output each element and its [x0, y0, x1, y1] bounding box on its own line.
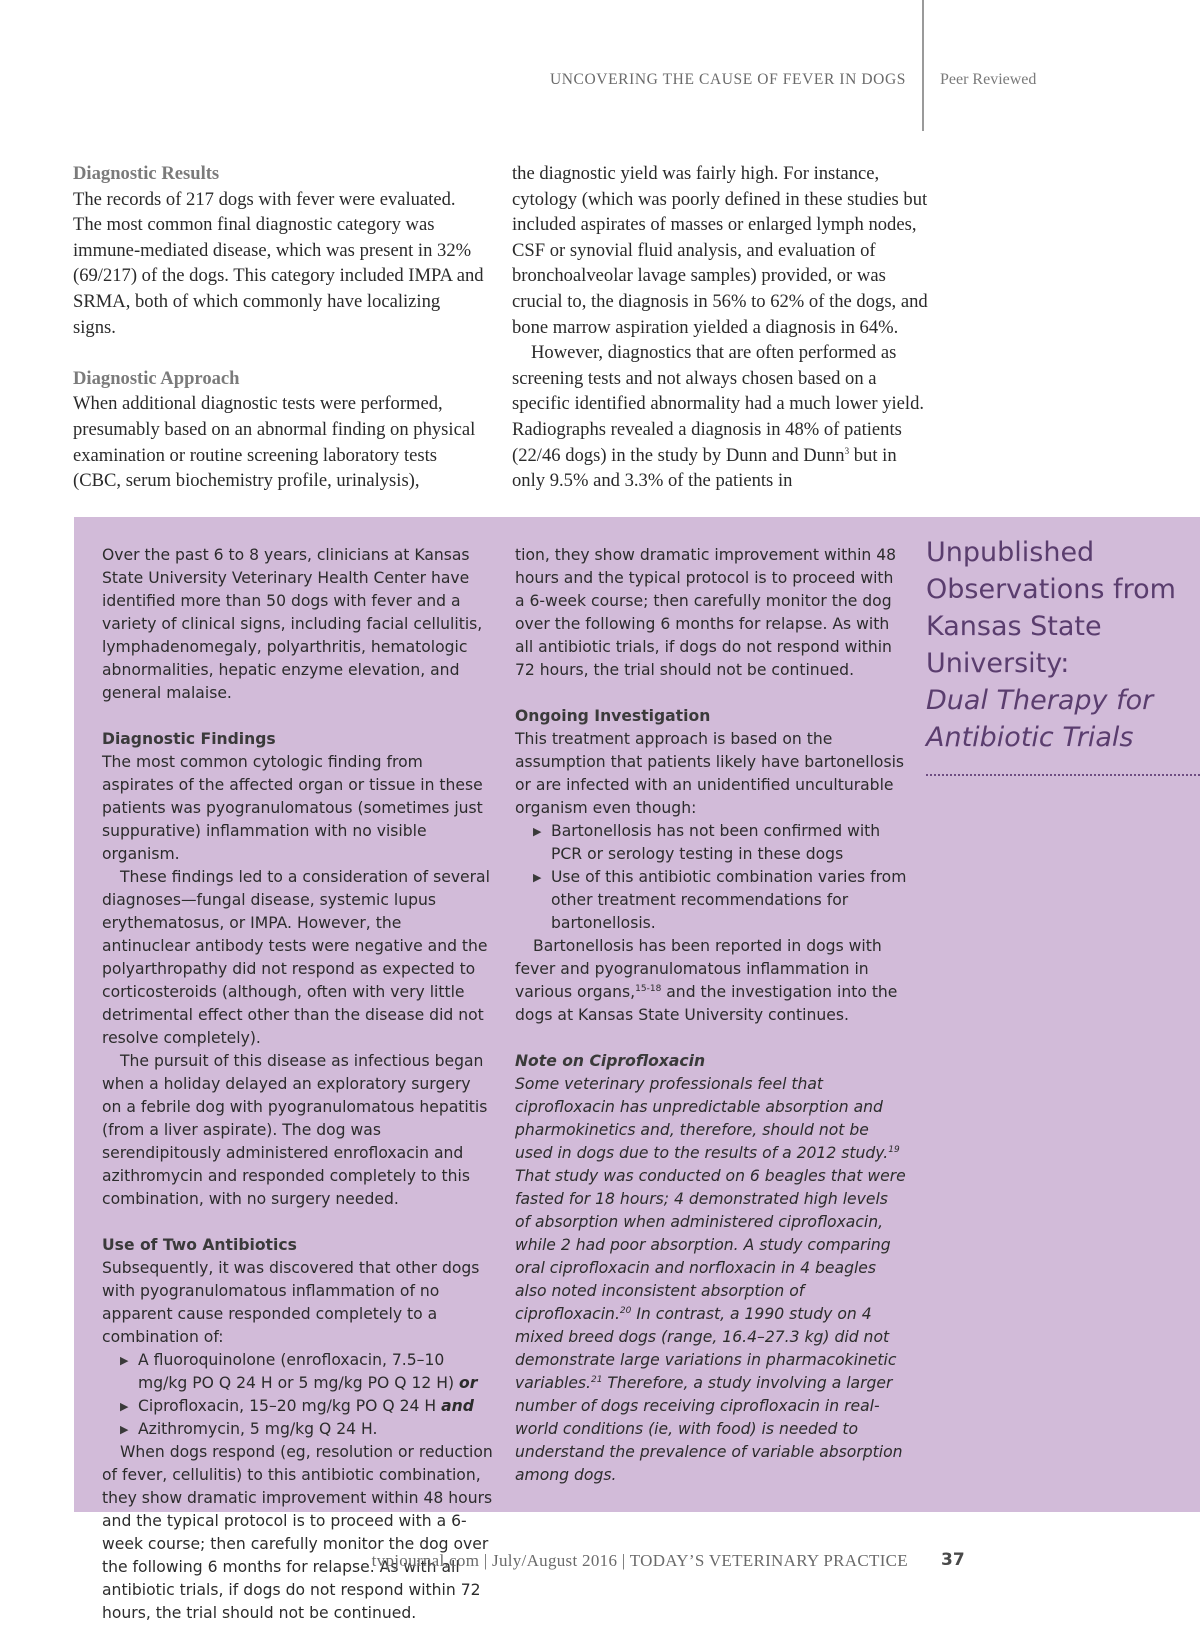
- heading-use-of-two-antibiotics: Use of Two Antibiotics: [102, 1236, 297, 1254]
- triangle-bullet-icon: ▶: [120, 1354, 129, 1367]
- list-item: ▶ Azithromycin, 5 mg/kg Q 24 H.: [120, 1418, 494, 1441]
- findings-paragraph: These findings led to a consideration of several diagnoses—fungal disease, systemic lupus erythematosus, or IMPA. However, the antinuclear antibody tests were negative and the polyarthropathy did not respond as expected to corticosteroids (although, often with very little detrimental effect other than the disease did not resolve completely).: [102, 868, 490, 1047]
- paragraph-diagnostic-approach: When additional diagnostic tests were performed, presumably based on an abnormal finding on physical examination or routine screening laboratory tests (CBC, serum biochemistry profile, urinalysis),: [73, 393, 476, 492]
- two-antibiotics-continued: tion, they show dramatic improvement within 48 hours and the typical protocol is to proceed with a 6-week course; then carefully monitor the dog over the following 6 months for relapse. As with all antibiotic trials, if dogs do not respond within 72 hours, the trial should not be continued.: [515, 546, 897, 679]
- article-column-right: [512, 161, 932, 494]
- citation-ref: 15-18: [635, 983, 662, 994]
- sidebar-intro: Over the past 6 to 8 years, clinicians at Kansas State University Veterinary Health Center have identified more than 50 dogs with fever and a variety of clinical signs, including facial cellulitis, lymphadenomegaly, polyarthritis, hematologic abnormalities, hepatic enzyme elevation, and general malaise.: [102, 546, 483, 702]
- ciprofloxacin-note: Some veterinary professionals feel that ciprofloxacin has unpredictable absorption and pharmokinetics and, therefore, should not be used in dogs due to the results of a 2012 study.$^{19}$ That study was conducted on 6 beagles that were fasted for 18 hours; 4 demonstrated high levels of absorption when administered ciprofloxacin, while 2 had poor absorption. A study comparing oral ciprofloxacin and norfloxacin in 4 beagles also noted inconsistent absorption of ciprofloxacin.$^{20}$ In contrast, a 1990 study on 4 mixed breed dogs (range, 16.4–27.3 kg) did not demonstrate large variations in pharmacokinetic variables.$^{21}$ Therefore, a study involving a larger number of dogs receiving ciprofloxacin in real-world conditions (ie, with food) is needed to understand the prevalence of variable absorption among dogs.: [515, 1075, 906, 1484]
- findings-paragraph: The pursuit of this disease as infectious began when a holiday delayed an exploratory surgery on a febrile dog with pyogranulomatous hepatitis (from a liver aspirate). The dog was serendipitously administered enrofloxacin and azithromycin and responded completely to this combination, with no surgery needed.: [102, 1052, 488, 1208]
- ongoing-list: [515, 820, 907, 935]
- footer-publication-info: tvpjournal.com | July/August 2016 | TODAY’S VETERINARY PRACTICE: [371, 1551, 908, 1570]
- list-item: ▶ Use of this antibiotic combination varies from other treatment recommendations for bartonellosis.: [533, 868, 907, 932]
- triangle-bullet-icon: ▶: [533, 825, 542, 838]
- antibiotic-list: [102, 1349, 494, 1441]
- article-column-left: [73, 161, 485, 494]
- ongoing-paragraph: This treatment approach is based on the assumption that patients likely have bartonellosis or are infected with an unidentified unculturable organism even though:: [515, 730, 905, 817]
- findings-paragraph: The most common cytologic finding from aspirates of the affected organ or tissue in these patients was pyogranulomatous (sometimes just suppurative) inflammation with no visible organism.: [102, 753, 483, 863]
- list-item: ▶ Ciprofloxacin, 15–20 mg/kg PO Q 24 H and: [120, 1395, 494, 1418]
- heading-diagnostic-findings: Diagnostic Findings: [102, 730, 276, 748]
- paragraph-screening-tests: However, diagnostics that are often performed as screening tests and not always chosen based on a specific identified abnormality had a much lower yield. Radiographs revealed a diagnosis in 48% of patients (22/46 dogs) in the study by Dunn and Dunn$^3$ but in only 9.5% and 3.3% of the patients in: [512, 342, 925, 492]
- sidebar-column-right: [515, 544, 907, 1487]
- ongoing-paragraph: Bartonellosis has been reported in dogs with fever and pyogranulomatous inflammation in various organs,$^{15-18}$ and the investigation into the dogs at Kansas State University continues.: [515, 937, 898, 1024]
- heading-diagnostic-results: Diagnostic Results: [73, 163, 220, 184]
- sidebar-title: [926, 534, 1196, 756]
- heading-ongoing-investigation: Ongoing Investigation: [515, 707, 711, 725]
- two-antibiotics-paragraph: Subsequently, it was discovered that other dogs with pyogranulomatous inflammation of no apparent cause responded completely to a combination of:: [102, 1259, 480, 1346]
- sidebar-column-left: [102, 544, 494, 1622]
- peer-reviewed-tag: Peer Reviewed: [940, 71, 1037, 88]
- sidebar-title-main: Unpublished Observations from Kansas State University:: [926, 537, 1176, 679]
- triangle-bullet-icon: ▶: [533, 871, 542, 884]
- sidebar-title-subtitle: Dual Therapy for Antibiotic Trials: [926, 685, 1154, 753]
- triangle-bullet-icon: ▶: [120, 1423, 129, 1436]
- heading-diagnostic-approach: Diagnostic Approach: [73, 367, 240, 389]
- heading-note-on-ciprofloxacin: Note on Ciprofloxacin: [515, 1052, 706, 1070]
- running-header-title: UNCOVERING THE CAUSE OF FEVER IN DOGS: [549, 71, 906, 88]
- paragraph-diagnostic-results: The records of 217 dogs with fever were evaluated. The most common final diagnostic category was immune-mediated disease, which was present in 32% (69/217) of the dogs. This category included IMPA and SRMA, both of which commonly have localizing signs.: [73, 188, 484, 338]
- triangle-bullet-icon: ▶: [120, 1400, 129, 1413]
- two-antibiotics-paragraph: When dogs respond (eg, resolution or reduction of fever, cellulitis) to this antibiotic combination, they show dramatic improvement within 48 hours and the typical protocol is to proceed with a 6-week course; then carefully monitor the dog over the following 6 months for relapse. As with all antibiotic trials, if dogs do not respond within 72 hours, the trial should not be continued.: [102, 1443, 493, 1622]
- header-divider: [922, 0, 924, 131]
- list-item: ▶ A fluoroquinolone (enrofloxacin, 7.5–10 mg/kg PO Q 24 H or 5 mg/kg PO Q 12 H) or: [120, 1351, 478, 1392]
- citation-ref: 3: [844, 445, 850, 456]
- dotted-divider: [926, 774, 1200, 776]
- page-number: 37: [941, 1550, 965, 1570]
- list-item: ▶ Bartonellosis has not been confirmed with PCR or serology testing in these dogs: [533, 822, 881, 863]
- paragraph-diagnostic-yield: the diagnostic yield was fairly high. For instance, cytology (which was poorly defined in these studies but included aspirates of masses or enlarged lymph nodes, CSF or synovial fluid analysis, and evaluation of bronchoalveolar lavage samples) provided, or was crucial to, the diagnosis in 56% to 62% of the dogs, and bone marrow aspiration yielded a diagnosis in 64%.: [512, 163, 928, 338]
